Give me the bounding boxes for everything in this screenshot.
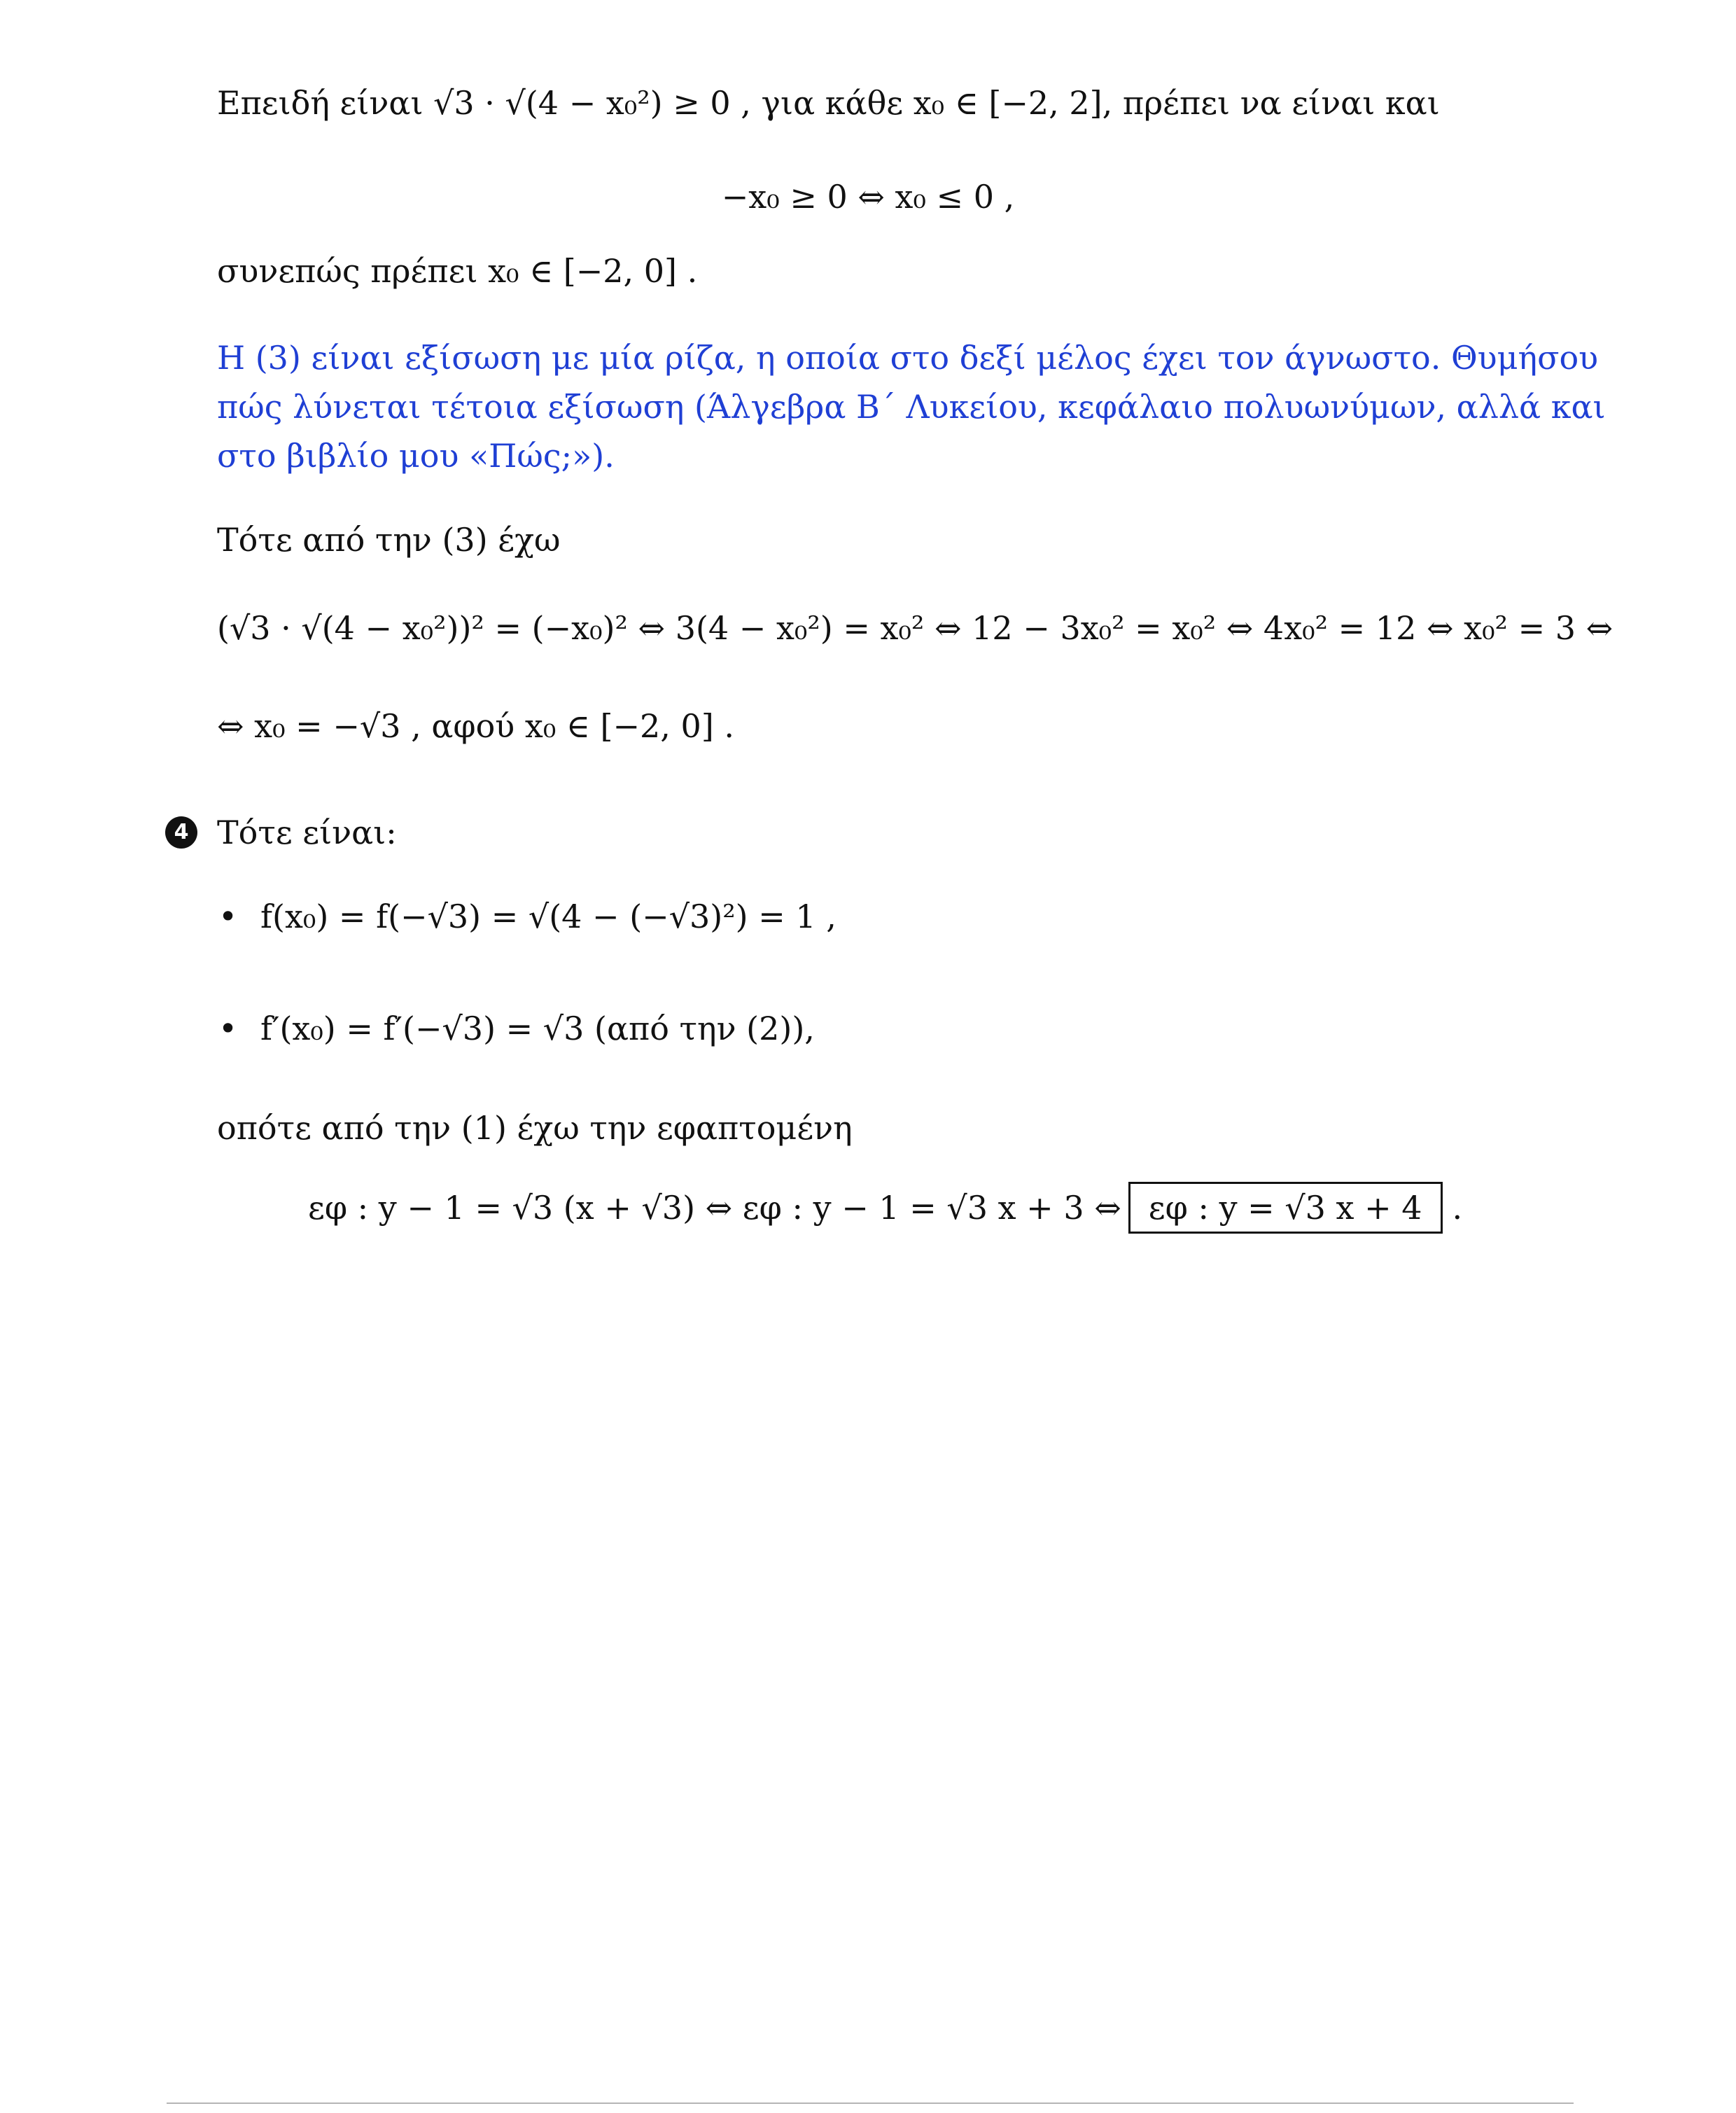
equation-nonneg: −x₀ ≥ 0 ⇔ x₀ ≤ 0 ,	[721, 178, 1015, 216]
step-marker-icon: 4	[165, 816, 197, 849]
equation-tangent	[308, 1182, 1462, 1231]
note-line-1: Η (3) είναι εξίσωση με μία ρίζα, η οποία στο δεξί μέλος έχει τον άγνωστο. Θυμήσου	[217, 339, 1599, 377]
bullet-icon: •	[218, 1010, 238, 1047]
bullet-derivative-value: f′(x₀) = f′(−√3) = √3 (από την (2)),	[260, 1010, 815, 1047]
footer-divider	[167, 2102, 1574, 2104]
bullet-f-value: f(x₀) = f(−√3) = √(4 − (−√3)²) = 1 ,	[260, 898, 836, 935]
text-line-condition: Επειδή είναι √3 · √(4 − x₀²) ≥ 0 , για κάθε x₀ ∈ [−2, 2], πρέπει να είναι και	[217, 84, 1440, 122]
text-line-conclusion: συνεπώς πρέπει x₀ ∈ [−2, 0] .	[217, 252, 698, 290]
tangent-derivation: εφ : y − 1 = √3 (x + √3) ⇔ εφ : y − 1 = √3 x + 3 ⇔	[308, 1189, 1121, 1227]
tangent-period: .	[1452, 1189, 1463, 1227]
text-line-then-is: Τότε είναι:	[217, 814, 397, 851]
equation-solution: ⇔ x₀ = −√3 , αφού x₀ ∈ [−2, 0] .	[217, 707, 735, 745]
tangent-result-box: εφ : y = √3 x + 4	[1128, 1182, 1443, 1234]
equation-squaring: (√3 · √(4 − x₀²))² = (−x₀)² ⇔ 3(4 − x₀²) = x₀² ⇔ 12 − 3x₀² = x₀² ⇔ 4x₀² = 12 ⇔ x₀² = 3 ⇔	[217, 609, 1614, 647]
note-line-2: πώς λύνεται τέτοια εξίσωση (Άλγεβρα Β΄ Λυκείου, κεφάλαιο πολυωνύμων, αλλά και	[217, 388, 1606, 426]
text-line-tangent: οπότε από την (1) έχω την εφαπτομένη	[217, 1109, 853, 1147]
text-line-then: Τότε από την (3) έχω	[217, 521, 561, 559]
bullet-icon: •	[218, 898, 238, 935]
note-line-3: στο βιβλίο μου «Πώς;»).	[217, 437, 615, 475]
